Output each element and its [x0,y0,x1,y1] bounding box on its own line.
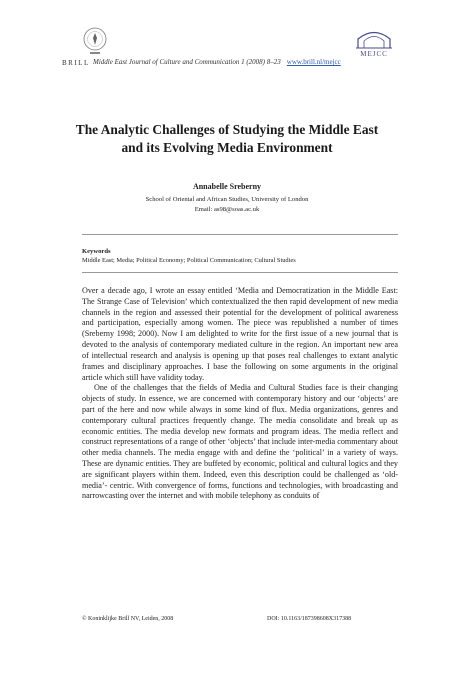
author-email: Email: as98@soas.ac.uk [194,206,260,213]
body-paragraph: Over a decade ago, I wrote an essay entitled ‘Media and Democratization in the Middle East: The Strange Case of Television’ which contextualized the then rapid development of new media channels in the region and assessed their potential for the development of political awareness and participation, especially among women. The piece was republished a number of times (Sreberny 1998; 2000). Now I am delighted to write for the first issue of a new journal that is devoted to the analysis of contemporary mediated culture in the region. An important new area of intellectual research and analysis is opening up that poses real challenges to extant analytic frames and disciplinary approaches. I base the following on some arguments in the original article which still have validity today. [82,286,398,382]
copyright-notice: © Koninklijke Brill NV, Leiden, 2008 [82,616,174,622]
article-title [60,121,394,157]
keywords-text: Middle East; Media; Political Economy; Political Communication; Cultural Studies [82,257,296,264]
article-title-line: The Analytic Challenges of Studying the Middle East [75,122,379,137]
journal-logo [348,28,400,58]
journal-url-link[interactable]: www.brill.nl/mejcc [286,58,341,66]
affiliation-text: School of Oriental and African Studies, University of London [145,196,309,203]
article-body [82,286,398,502]
divider [82,272,398,273]
divider [82,234,398,235]
doi: DOI: 10.1163/187398608X317388 [267,616,352,622]
keywords-heading: Keywords [82,248,111,255]
journal-citation [93,58,341,66]
author-name: Annabelle Sreberny [192,182,262,191]
article-title-line: and its Evolving Media Environment [121,140,333,155]
body-paragraph: One of the challenges that the fields of Media and Cultural Studies face is their changing objects of study. In essence, we are concerned with contemporary history and our ‘objects’ are part of the here and now while always in some kind of flux. Media organizations, genres and contemporary cultural practices frequently change. The media consolidate and break up as economic entities. The media develop new formats and program ideas. The media reflect and construct representations of a range of other ‘objects’ that include inter-media commentary about other media channels. The media engage with and define the ‘political’ in a variety of ways. These are dynamic entities. They are buffeted by economic, political and cultural logics and they are significant players within them. Indeed, even this description could be challenged as ‘old-media’- centric. With convergence of forms, functions and technologies, with broadcasting and narrowcasting over the internet and with mobile telephony as conduits of [82,383,398,501]
journal-citation-text: Middle East Journal of Culture and Communication 1 (2008) 8–23 [93,58,281,66]
brill-logo-icon [82,26,108,58]
journal-logo-text: MEJCC [360,50,388,58]
author-affiliation [60,195,394,215]
publisher-name: BRILL [62,59,90,67]
journal-arch-icon [354,28,394,50]
